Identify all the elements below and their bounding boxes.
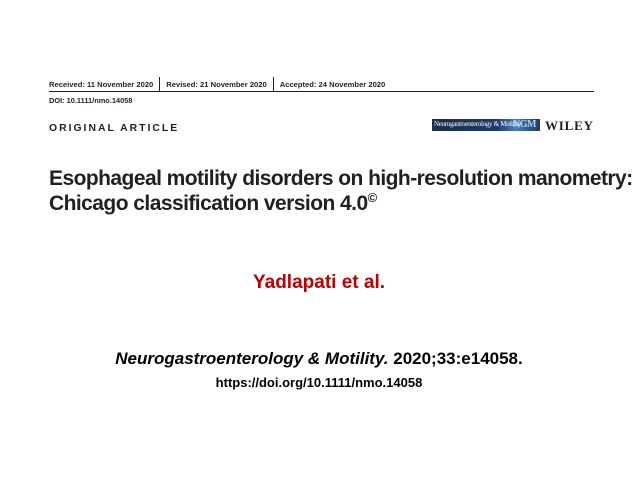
copyright-symbol: © [367,190,377,205]
doi-link[interactable]: https://doi.org/10.1111/nmo.14058 [215,375,423,390]
accepted-date: Accepted: 24 November 2020 [279,79,386,89]
journal-banner-mark: NGM [513,119,536,130]
article-dates [49,76,385,92]
authors: Yadlapati et al. [253,272,385,293]
article-title-line-1: Esophageal motility disorders on high-resolution manometry: [49,167,633,190]
article-title-line-2-text: Chicago classification version 4.0 [49,192,368,215]
citation-details: 2020;33:e14058. [388,349,523,368]
article-type-label: ORIGINAL ARTICLE [49,123,180,134]
revised-date: Revised: 21 November 2020 [166,79,267,89]
date-separator [159,77,160,91]
journal-banner-logo [432,119,540,131]
citation [0,349,638,369]
publisher-logo: WILEY [545,118,594,133]
journal-banner-text: Neurogastroenterology & Motility [434,120,521,128]
article-title [49,166,633,216]
article-title-line-2 [49,191,609,216]
date-separator [273,77,274,91]
citation-journal: Neurogastroenterology & Motility. [115,349,389,368]
doi-line: DOI: 10.1111/nmo.14058 [49,96,133,105]
header-rule [49,91,594,92]
received-date: Received: 11 November 2020 [49,79,154,89]
